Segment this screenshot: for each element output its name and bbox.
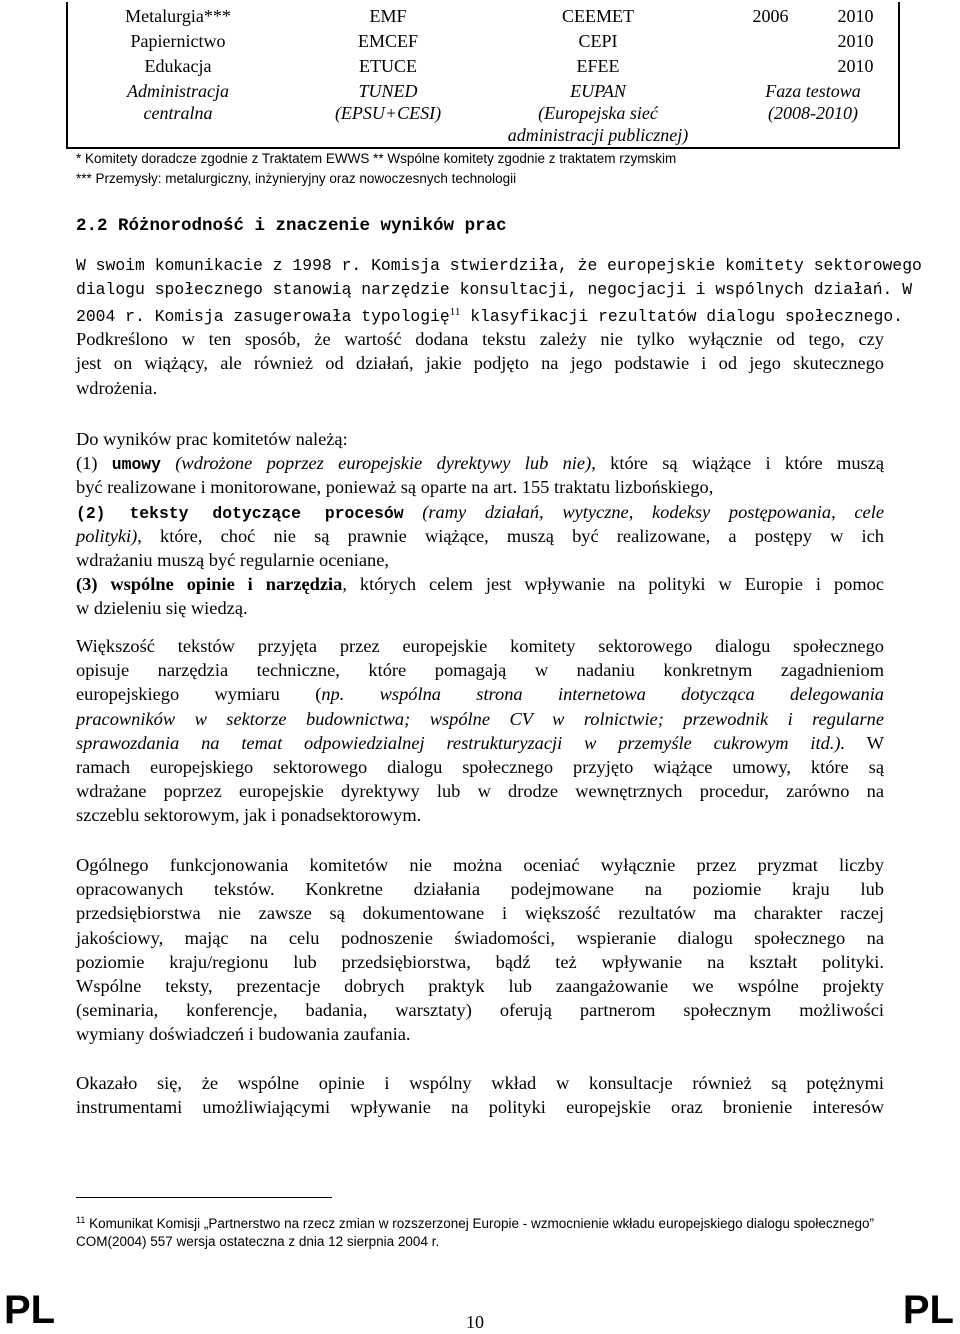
list-item — [76, 572, 884, 596]
text-line: instrumentami umożliwiającymi wpływanie na polityki europejskie oraz bronienie interesów — [76, 1097, 884, 1118]
table-footnote: * Komitety doradcze zgodnie z Traktatem EWWS ** Wspólne komitety zgodnie z traktatem rzymskim — [76, 151, 677, 166]
text-line: (seminaria, konferencje, badania, warsztaty) oferują partnerom społecznym możliwości — [76, 1000, 884, 1021]
text-line: jest on wiążący, ale również od działań, jakie podjęto na jego podstawie i od jego skutecznego — [76, 353, 884, 374]
text-line: poziomie kraju/regionu lub przedsiębiorstwa, bądź też wpływanie na kształt polityki. — [76, 951, 884, 972]
table-cell-employers: CEEMET — [562, 6, 634, 26]
text-line: wdrażaniu muszą być regularnie oceniane, — [76, 549, 389, 570]
footnote-number: 11 — [76, 1215, 86, 1225]
table-cell-employees: (EPSU+CESI) — [334, 103, 442, 123]
page-number: 10 — [466, 1312, 484, 1332]
list-item — [76, 500, 884, 524]
table-footnote: *** Przemysły: metalurgiczny, inżynieryjny oraz nowoczesnych technologii — [76, 171, 517, 186]
text-line: dialogu społecznego stanowią narzędzie konsultacji, negocjacji i wspólnych działań. W — [76, 280, 913, 300]
item-note: (wdrożone poprzez europejskie dyrektywy lub nie) — [160, 453, 592, 474]
text-line: pracowników w sektorze budownictwa; wspólne CV w rolnictwie; przewodnik i regularne — [76, 708, 884, 729]
text-line: W swoim komunikacie z 1998 r. Komisja stwierdziła, że europejskie komitety sektorowego — [76, 256, 922, 275]
table-cell-end: 2010 — [837, 31, 874, 51]
text-line: w dzieleniu się wiedzą. — [76, 598, 248, 619]
text-line — [76, 303, 903, 327]
text-span: , których celem jest wpływanie na polityki w Europie i pomoc — [342, 574, 884, 595]
table-cell-start: 2006 — [752, 6, 789, 26]
table-cell-employers: EFEE — [576, 56, 620, 76]
table-cell-sector: centralna — [143, 103, 213, 123]
table-cell-sector: Metalurgia*** — [125, 6, 231, 26]
paragraph — [76, 853, 884, 1047]
text-span: klasyfikacji rezultatów dialogu społecznego. — [460, 307, 903, 326]
text-line: Okazało się, że wspólne opinie i wspólny wkład w konsultacje również są potężnymi — [76, 1073, 884, 1093]
item-title: (3) wspólne opinie i narzędzia — [76, 574, 343, 595]
table-cell-status: Faza testowa — [765, 81, 861, 101]
text-line — [76, 524, 884, 548]
text-line: Większość tekstów przyjęta przez europejskie komitety sektorowego dialogu społecznego — [76, 636, 884, 656]
text-span: np. wspólna strona internetowa dotycząca delegowania — [321, 684, 884, 705]
item-number: (1) — [76, 453, 112, 474]
text-line: Ogólnego funkcjonowania komitetów nie można oceniać wyłącznie przez pryzmat liczby — [76, 855, 884, 875]
text-line — [76, 731, 884, 755]
text-line: jakościowy, mając na celu podnoszenie świadomości, wspieranie dialogu społecznego na — [76, 927, 884, 948]
language-code-right: PL — [902, 1288, 954, 1332]
text-span: W — [845, 732, 884, 753]
text-span: 2004 r. Komisja zasugerowała typologię — [76, 307, 450, 326]
text-line: Podkreślono w ten sposób, że wartość dodana tekstu zależy nie tylko wyłącznie od tego, czy — [76, 329, 884, 350]
text-span: europejskiego wymiaru ( — [76, 684, 322, 705]
text-line: wdrożenia. — [76, 377, 158, 398]
list-intro: Do wyników prac komitetów należą: — [76, 429, 348, 449]
text-line: opisuje narzędzia techniczne, które pomagają w nadaniu konkretnym zagadnieniom — [76, 660, 884, 681]
item-title: umowy — [111, 455, 161, 475]
text-span: , które, choć nie są prawnie wiążące, muszą być realizowane, a postępy w ich — [137, 525, 884, 546]
table-cell-employees: ETUCE — [359, 56, 417, 76]
footnote-separator — [76, 1197, 332, 1198]
table-cell-sector: Administracja — [127, 81, 229, 101]
table-cell-status: (2008-2010) — [768, 103, 858, 123]
text-line — [76, 682, 884, 706]
footnote — [76, 1215, 884, 1251]
paragraph — [76, 254, 922, 302]
section-heading: 2.2 Różnorodność i znaczenie wyników prac — [76, 216, 507, 236]
table-cell-employers: (Europejska sieć — [538, 103, 658, 123]
item-note: polityki) — [76, 525, 138, 546]
text-span: , które są wiążące i które muszą — [591, 453, 884, 474]
table-cell-employees: TUNED — [358, 81, 418, 101]
table-cell-sector: Edukacja — [144, 56, 212, 76]
text-span: sprawozdania na temat odpowiedzialnej restrukturyzacji w przemyśle cukrowym itd.). — [76, 732, 846, 753]
table-cell-employers: CEPI — [578, 31, 618, 51]
list-item — [76, 451, 884, 475]
text-line: wymiany doświadczeń i budowania zaufania. — [76, 1024, 411, 1045]
table-cell-end: 2010 — [837, 6, 874, 26]
table-cell-employers: EUPAN — [570, 81, 626, 101]
footnote-text: Komunikat Komisji „Partnerstwo na rzecz zmian w rozszerzonej Europie - wzmocnienie wkładu europejskiego dialogu społecznego” COM(2004) 557 wersja ostateczna z dnia 12 sierpnia 2004 r. — [76, 1216, 874, 1249]
language-code-left: PL — [4, 1288, 56, 1332]
results-list — [76, 427, 884, 621]
table-cell-end: 2010 — [837, 56, 874, 76]
text-line: szczeblu sektorowym, jak i ponadsektorowym. — [76, 805, 422, 826]
footnote-ref[interactable]: 11 — [449, 306, 461, 318]
table-cell-employees: EMCEF — [357, 31, 418, 51]
paragraph — [76, 303, 903, 400]
table-cell-employees: EMF — [369, 6, 407, 26]
text-line: opracowanych tekstów. Konkretne działania podejmowane na poziomie kraju lub — [76, 879, 884, 900]
text-line: ramach europejskiego sektorowego dialogu społecznego przyjęto wiążące umowy, które są — [76, 756, 884, 777]
table-cell-employers: administracji publicznej) — [507, 125, 689, 145]
text-line: być realizowane i monitorowane, ponieważ są oparte na art. 155 traktatu lizbońskiego, — [76, 477, 714, 498]
table-cell-sector: Papiernictwo — [130, 31, 226, 51]
paragraph — [76, 634, 884, 828]
text-line: Wspólne teksty, prezentacje dobrych praktyk lub zaangażowanie we wspólne projekty — [76, 975, 884, 996]
item-note: (ramy działań, wytyczne, kodeksy postępowania, cele — [403, 501, 884, 522]
text-line: przedsiębiorstwa nie zawsze są dokumentowane i większość rezultatów ma charakter raczej — [76, 903, 884, 924]
paragraph — [76, 1071, 884, 1119]
item-title: (2) teksty dotyczące procesów — [76, 503, 404, 523]
text-line: wdrażane poprzez europejskie dyrektywy lub w drodze wewnętrznych procedur, zarówno na — [76, 781, 884, 802]
sector-committees-table — [66, 2, 900, 149]
